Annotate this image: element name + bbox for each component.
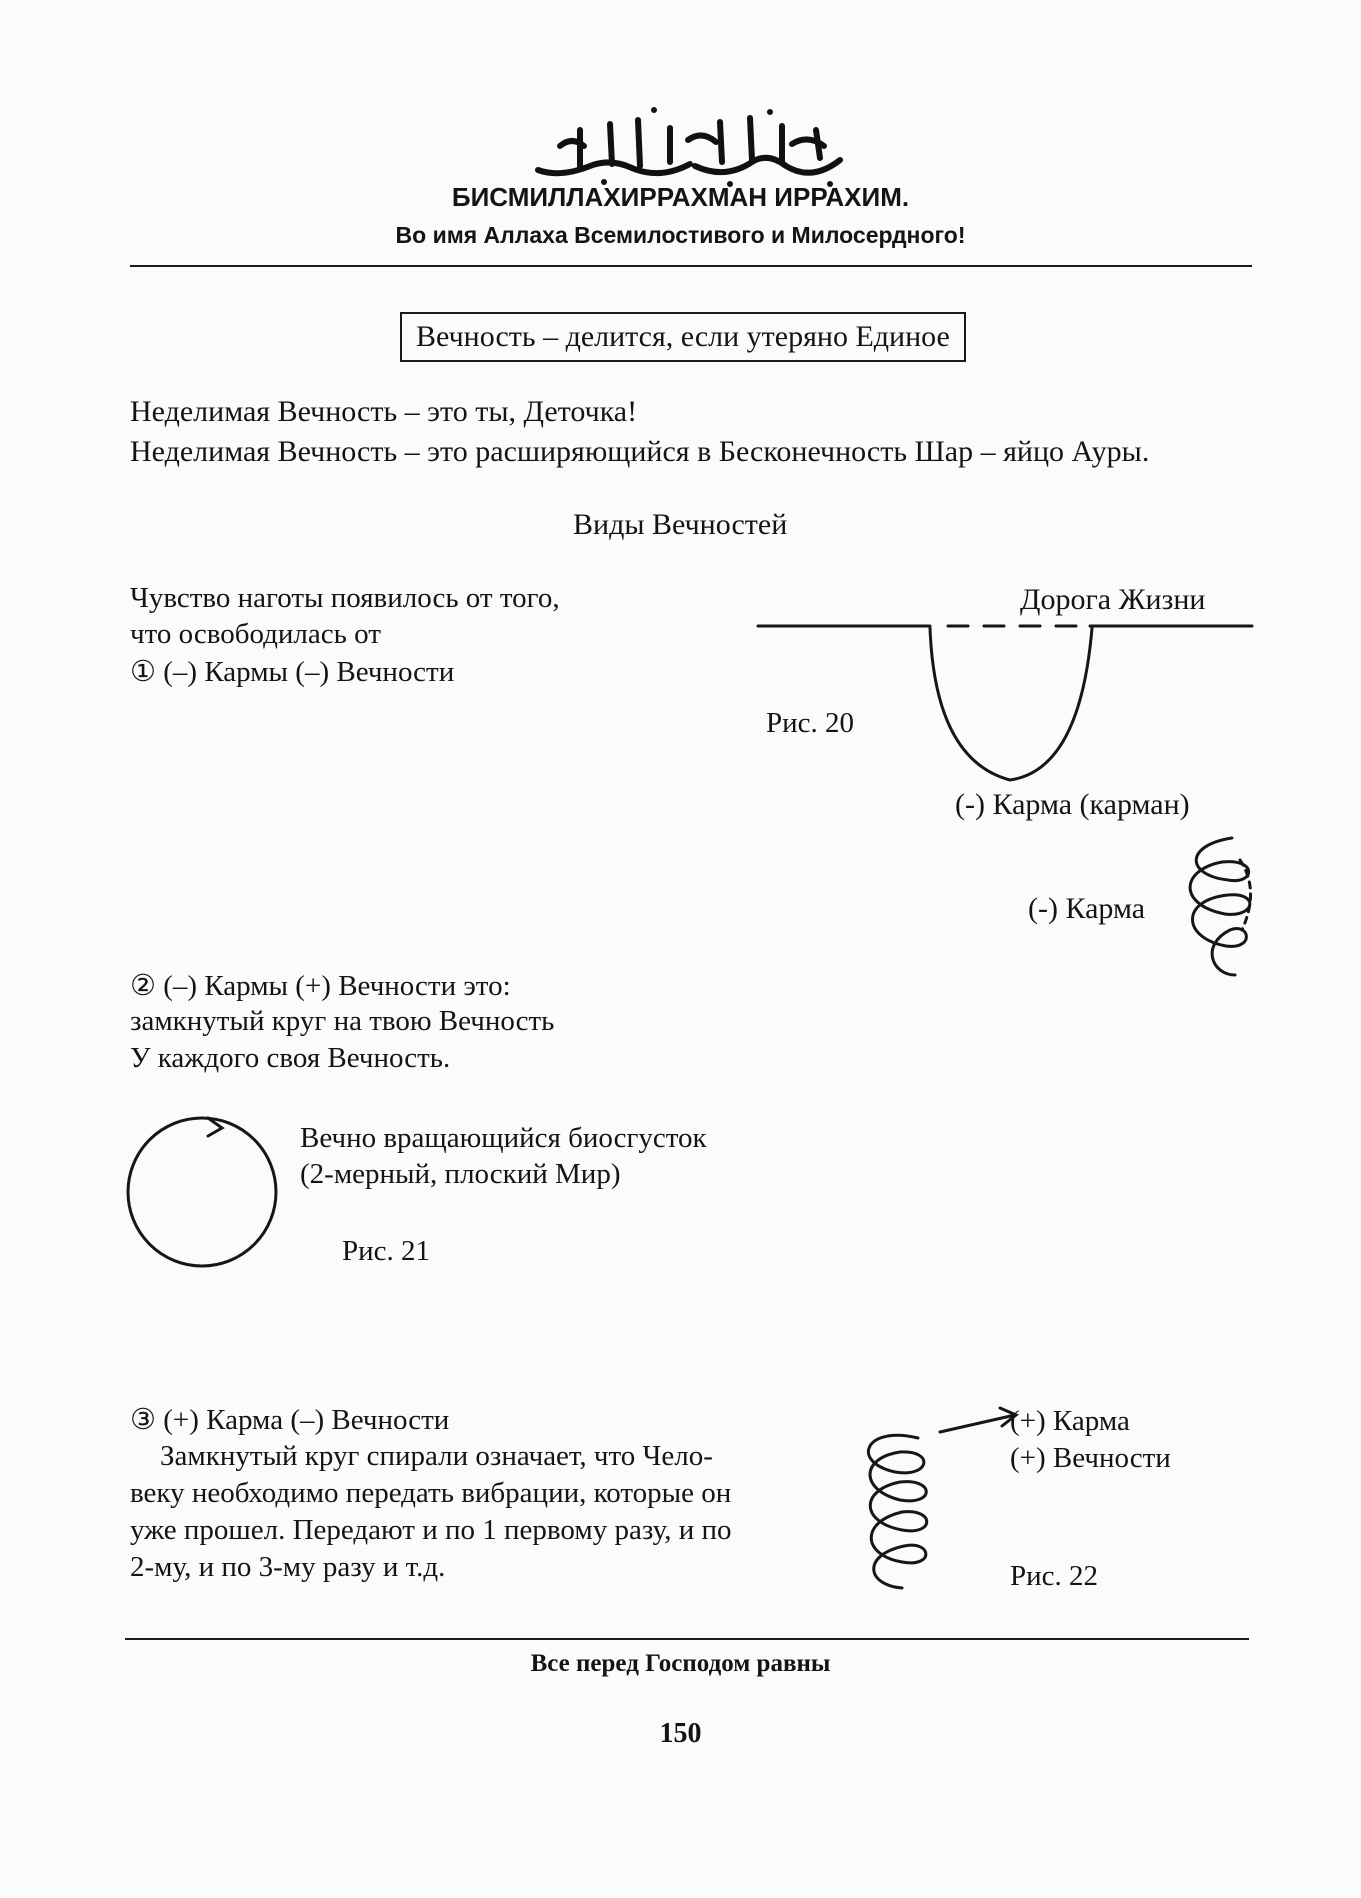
fig21-caption: Рис. 21 [342, 1235, 431, 1267]
circle-text-line-1: Вечно вращающийся биосгусток [300, 1122, 707, 1154]
circle-text-line-2: (2-мерный, плоский Мир) [300, 1158, 621, 1190]
item1-line-3: ① (–) Кармы (–) Вечности [130, 656, 455, 688]
item2-line-3: У каждого своя Вечность. [130, 1042, 451, 1074]
item3-body-4: 2-му, и по 3-му разу и т.д. [130, 1551, 446, 1583]
intro-line-2: Неделимая Вечность – это расширяющийся в Бесконечность Шар – яйцо Ауры. [130, 435, 1150, 468]
header-subtitle: Во имя Аллаха Всемилостивого и Милосердного! [395, 222, 966, 248]
pocket-label: (-) Карма (карман) [955, 788, 1190, 821]
item1-line-2: что освободилась от [130, 618, 381, 650]
spiral-karma-label: (-) Карма [1028, 892, 1146, 925]
page-number: 150 [659, 1718, 702, 1749]
fig20-caption: Рис. 20 [766, 707, 855, 739]
footer-divider [125, 1638, 1249, 1640]
road-label: Дорога Жизни [1020, 583, 1206, 616]
section-title: Виды Вечностей [573, 508, 788, 541]
intro-line-1: Неделимая Вечность – это ты, Деточка! [130, 395, 638, 428]
footer-motto: Все перед Господом равны [530, 1650, 831, 1677]
item3-body-1: Замкнутый круг спирали означает, что Чело- [160, 1440, 713, 1472]
item3-body-2: веку необходимо передать вибрации, которые он [130, 1477, 732, 1509]
item2-line-2: замкнутый круг на твою Вечность [130, 1005, 555, 1037]
item2-line-1: ② (–) Кармы (+) Вечности это: [130, 970, 511, 1002]
item1-line-1: Чувство наготы появилось от того, [130, 582, 560, 614]
fig22-caption: Рис. 22 [1010, 1560, 1099, 1592]
header-title: БИСМИЛЛАХИРРАХМАН ИРРАХИМ. [451, 182, 910, 212]
fig22-label-karma: (+) Карма [1010, 1405, 1130, 1437]
fig22-label-eternity: (+) Вечности [1010, 1442, 1171, 1474]
boxed-heading: Вечность – делится, если утеряно Единое [400, 312, 966, 362]
item3-body-3: уже прошел. Передают и по 1 первому разу, и по [130, 1514, 732, 1546]
large-spiral [868, 1435, 926, 1588]
item3-heading: ③ (+) Карма (–) Вечности [130, 1404, 450, 1436]
